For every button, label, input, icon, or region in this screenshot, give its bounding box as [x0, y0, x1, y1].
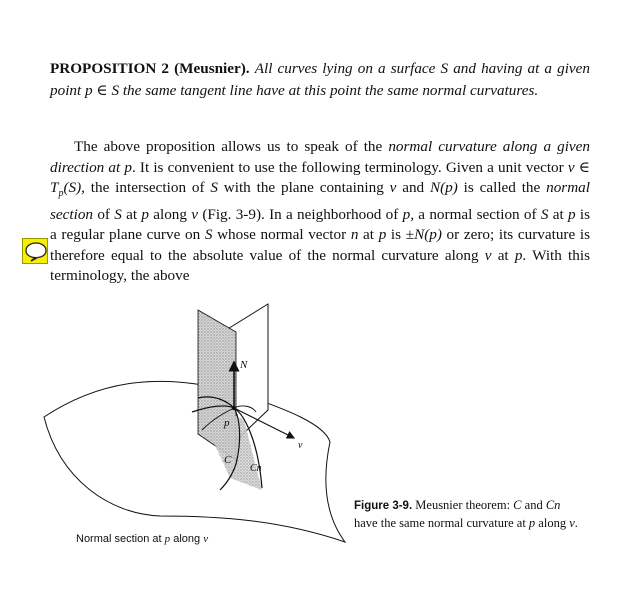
label-Cn: Cn	[250, 463, 262, 474]
label-v: v	[298, 440, 303, 451]
proposition	[50, 58, 590, 102]
text: have the same normal curvature at	[354, 516, 529, 530]
text: or zero; its curvature is therefore equal to the absolute value of the normal curvature along	[50, 226, 590, 264]
math-v: v	[567, 158, 575, 176]
text: Meusnier theorem:	[412, 498, 514, 512]
math-v: v	[203, 533, 209, 545]
text: The above proposition allows us to speak of the	[74, 138, 389, 155]
math-v: v	[569, 516, 575, 530]
text: at	[358, 226, 379, 244]
text: ∈	[574, 158, 590, 176]
text: is ±	[386, 226, 415, 244]
label-p: p	[224, 417, 230, 429]
text-italic: normal section	[50, 179, 590, 223]
text: at	[121, 205, 142, 223]
normal-section-caption	[76, 533, 208, 545]
text: and	[521, 498, 546, 512]
math-n: n	[350, 226, 359, 244]
text: , a normal section of	[410, 205, 541, 223]
math-S: S	[540, 205, 549, 223]
text: whose normal vector	[212, 226, 351, 244]
math-Np: N(p)	[414, 226, 442, 244]
text: .	[574, 516, 578, 530]
math-p: p	[514, 246, 523, 264]
surface-outline	[44, 381, 345, 542]
math-p: p	[378, 226, 387, 244]
text: is called the	[457, 179, 547, 196]
figure-number: Figure 3-9.	[354, 500, 413, 512]
math-p: p	[402, 205, 411, 223]
point-p	[232, 406, 236, 410]
text: at	[548, 205, 568, 223]
text: , the intersection of	[81, 179, 211, 196]
speech-bubble-icon	[25, 242, 47, 262]
meusnier-figure	[30, 280, 350, 550]
math-S: S	[114, 205, 122, 223]
text-italic: normal curvature along a given direction at p	[50, 138, 590, 176]
math-S: S	[210, 179, 218, 196]
comment-note-icon[interactable]	[22, 238, 48, 264]
text: (Fig. 3-9). In a neighborhood of	[198, 205, 403, 223]
text: along	[170, 533, 204, 545]
text: . With this terminology, the above	[50, 246, 590, 285]
math-p: p	[164, 533, 171, 545]
text: along	[535, 516, 570, 530]
math-T: T	[50, 179, 59, 196]
math-p: p	[567, 205, 576, 223]
text: . It is convenient to use the following terminology. Given a unit vector	[131, 158, 568, 176]
math-p: p	[528, 516, 536, 530]
math-v: v	[484, 246, 492, 264]
proposition-heading: PROPOSITION 2 (Meusnier).	[50, 60, 250, 77]
label-N: N	[240, 359, 248, 371]
text: along	[148, 205, 192, 223]
math-S: S	[204, 226, 213, 244]
text: Normal section at	[76, 533, 165, 545]
math-v: v	[191, 205, 199, 223]
label-C: C	[224, 454, 232, 466]
math-S: (S)	[63, 179, 82, 196]
text: is a regular plane curve on	[50, 205, 590, 244]
math-C: C	[513, 498, 522, 512]
figure-caption	[354, 497, 584, 532]
math-p: p	[141, 205, 149, 223]
proposition-statement: All curves lying on a surface S and having at a given point p ∈ S the same tangent line have at this point the same normal curvatures.	[50, 60, 591, 99]
text: and	[396, 179, 430, 196]
math-v: v	[389, 179, 397, 196]
text: at	[491, 246, 515, 264]
text: of	[93, 205, 115, 223]
math-Cn: Cn	[545, 498, 561, 512]
text: with the plane containing	[217, 179, 390, 196]
math-Np: N(p)	[429, 179, 458, 196]
math-sub-p: p	[58, 188, 64, 200]
body-paragraph	[50, 137, 590, 287]
